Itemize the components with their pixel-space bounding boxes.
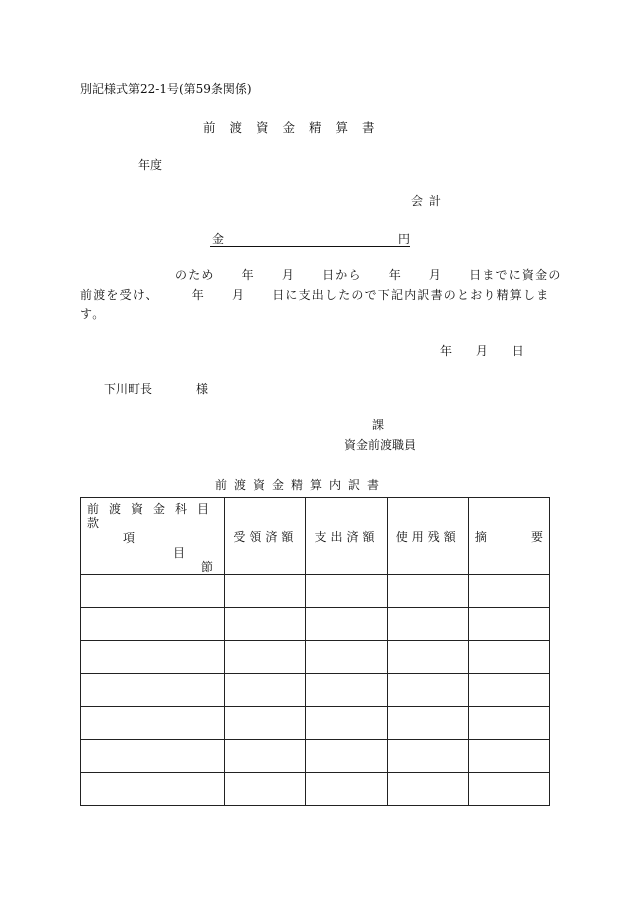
body-text: 日から: [322, 268, 362, 282]
table-cell: [468, 773, 549, 806]
amount-prefix: 金: [212, 232, 225, 246]
date-year: 年: [440, 344, 453, 358]
table-row: [81, 740, 550, 773]
table-cell: [81, 740, 225, 773]
addressee-name: 下川町長: [104, 382, 153, 396]
table-cell: [81, 674, 225, 707]
detail-table: [80, 497, 550, 806]
table-cell: [387, 773, 468, 806]
body-text: 月: [231, 288, 246, 302]
table-cell: [225, 674, 306, 707]
body-line-1: [175, 266, 562, 283]
header-text: 摘: [474, 530, 487, 544]
table-cell: [81, 608, 225, 641]
table-cell: [225, 575, 306, 608]
date-day: 日: [511, 344, 524, 358]
addressee-honorific: 様: [196, 382, 209, 396]
table-cell: [81, 641, 225, 674]
table-cell: [225, 641, 306, 674]
table-cell: [306, 575, 387, 608]
table-cell: [387, 674, 468, 707]
header-text: 前渡資金科目: [87, 502, 220, 516]
header-text: 要: [530, 530, 543, 544]
table-header-row: [81, 498, 550, 575]
table-cell: [81, 707, 225, 740]
table-cell: [225, 773, 306, 806]
fiscal-year-label: 年度: [138, 158, 163, 172]
body-text: 前渡を受け、: [80, 288, 159, 302]
table-cell: [387, 575, 468, 608]
table-cell: [387, 608, 468, 641]
table-row: [81, 575, 550, 608]
table-cell: [225, 740, 306, 773]
form-number: 別記様式第22-1号(第59条関係): [80, 82, 252, 96]
header-received: 受領済額: [225, 498, 306, 575]
body-text: のため: [175, 268, 215, 282]
table-cell: [306, 773, 387, 806]
body-text: 年: [191, 288, 205, 302]
date-line: [440, 342, 524, 359]
header-account-subjects: [81, 498, 225, 575]
table-cell: [225, 707, 306, 740]
body-line-3: す。: [80, 307, 106, 321]
table-cell: [81, 575, 225, 608]
body-text: 月: [428, 268, 443, 282]
header-remaining: 使用残額: [387, 498, 468, 575]
table-cell: [468, 740, 549, 773]
header-text: 節: [201, 560, 214, 574]
table-cell: [468, 608, 549, 641]
table-cell: [387, 740, 468, 773]
table-cell: [468, 575, 549, 608]
detail-title: 前渡資金精算内訳書: [215, 478, 387, 492]
officer-label: 資金前渡職員: [344, 438, 417, 452]
body-text: 年: [388, 268, 402, 282]
accounting-label: 会計: [411, 194, 448, 208]
amount-suffix: 円: [397, 232, 410, 246]
table-cell: [306, 608, 387, 641]
table-cell: [468, 641, 549, 674]
amount-line: [210, 230, 410, 247]
body-line-2: [80, 286, 549, 303]
body-text: 年: [241, 268, 255, 282]
department-label: 課: [372, 418, 385, 432]
addressee: [104, 380, 208, 397]
table-row: [81, 773, 550, 806]
body-text: 月: [281, 268, 296, 282]
header-remarks: [468, 498, 549, 575]
header-text: 項: [123, 531, 136, 545]
table-row: [81, 707, 550, 740]
date-month: 月: [475, 344, 488, 358]
table-cell: [81, 773, 225, 806]
table-cell: [306, 707, 387, 740]
table-cell: [387, 641, 468, 674]
table-cell: [387, 707, 468, 740]
body-text: 日までに資金の: [469, 268, 562, 282]
table-cell: [225, 608, 306, 641]
table-row: [81, 674, 550, 707]
header-spent: 支出済額: [306, 498, 387, 575]
table-cell: [468, 674, 549, 707]
table-cell: [468, 707, 549, 740]
header-text: 款: [87, 516, 100, 530]
body-text: 日に支出したので下記内訳書のとおり精算しま: [272, 288, 550, 302]
table-cell: [306, 740, 387, 773]
table-cell: [306, 641, 387, 674]
table-row: [81, 641, 550, 674]
table-row: [81, 608, 550, 641]
table-cell: [306, 674, 387, 707]
document-title: 前渡資金精算書: [203, 120, 389, 135]
header-text: 目: [173, 546, 186, 560]
